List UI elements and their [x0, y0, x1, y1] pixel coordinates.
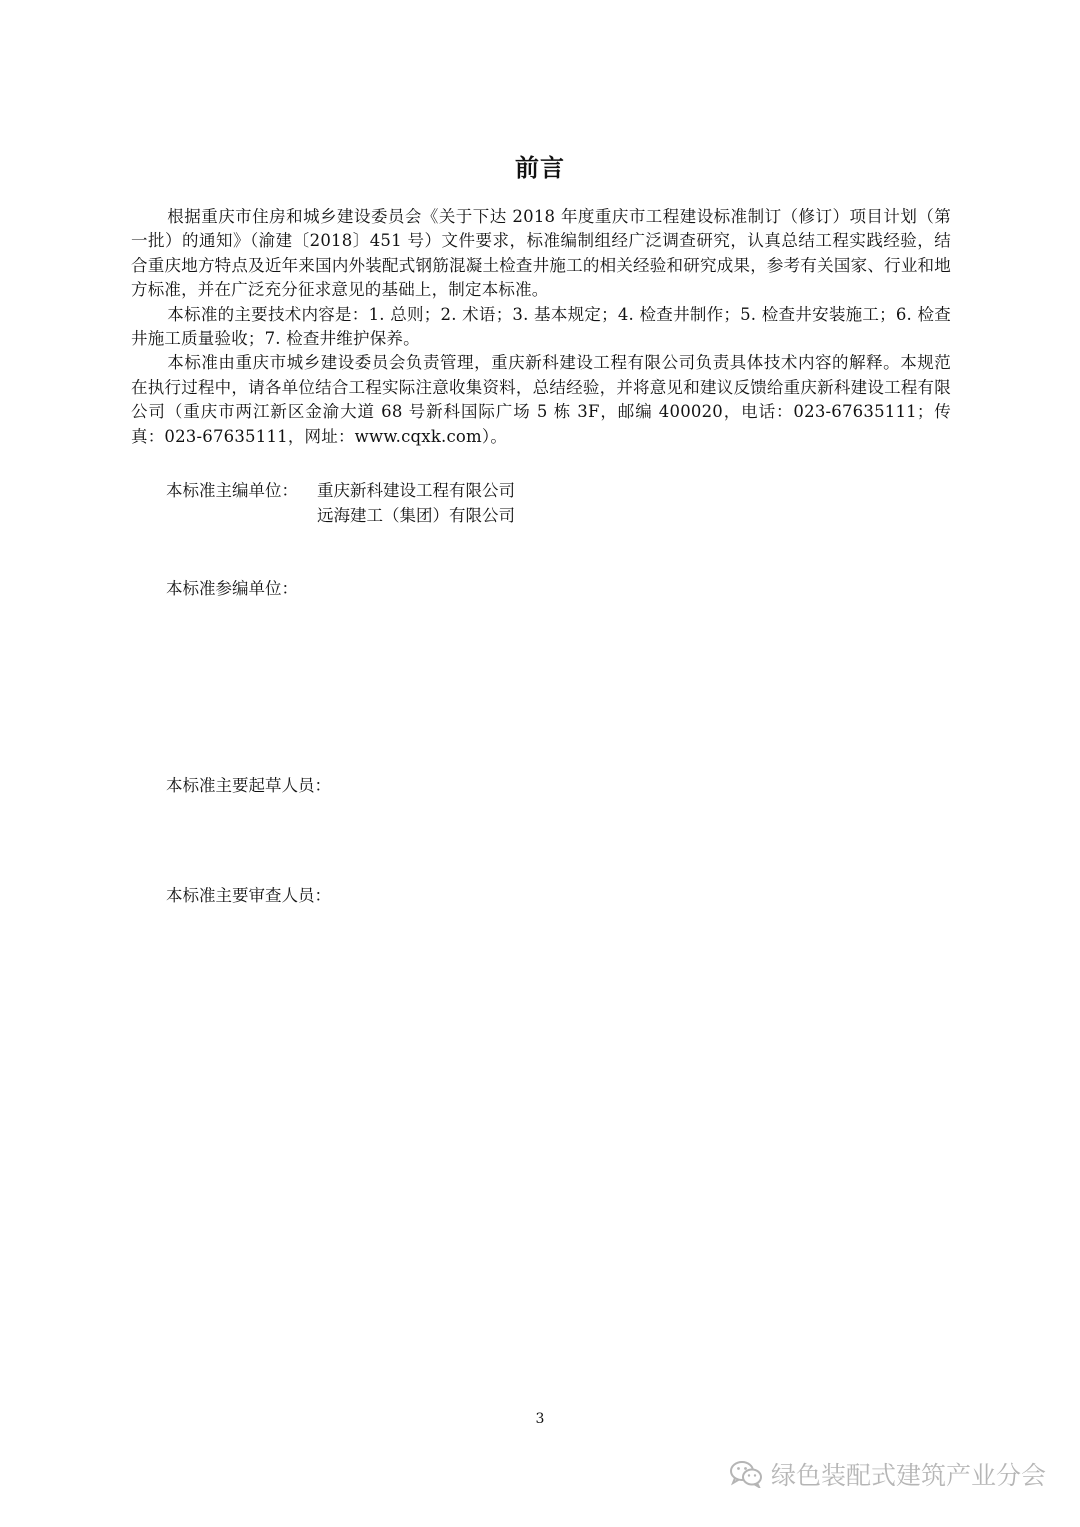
chief-editor-label: 本标准主编单位：: [166, 481, 298, 500]
paragraph-basis: 根据重庆市住房和城乡建设委员会《关于下达 2018 年度重庆市工程建设标准制订（修订）项目计划（第一批）的通知》（渝建〔2018〕451 号）文件要求，标准编制组经广泛调查研究，认真总结工程实践经验，结合重庆地方特点及近年来国内外装配式钢筋混凝土检查井施工的相关经验和研究成果，参考有关国家、行业和地方标准，并在广泛充分征求意见的基础上，制定本标准。: [131, 207, 951, 300]
chief-editor-row-2: [166, 503, 515, 528]
paragraph-management: 本标准由重庆市城乡建设委员会负责管理，重庆新科建设工程有限公司负责具体技术内容的解释。本规范在执行过程中，请各单位结合工程实际注意收集资料，总结经验，并将意见和建议反馈给重庆新科建设工程有限公司（重庆市两江新区金渝大道 68 号新科国际广场 5 栋 3F，邮编 400020，电话：023-67635111；传真：023-67635111，网址：www.cqxk.com）。: [131, 353, 951, 446]
chief-editor-2: 远海建工（集团）有限公司: [317, 506, 515, 525]
watermark: [729, 1456, 1046, 1492]
drafters-label: 本标准主要起草人员：: [166, 776, 331, 795]
chief-editor-1: 重庆新科建设工程有限公司: [317, 481, 515, 500]
chief-editor-row-1: [166, 478, 515, 503]
participating-units-label: 本标准参编单位：: [166, 579, 298, 598]
paragraph-contents: 本标准的主要技术内容是：1. 总则；2. 术语；3. 基本规定；4. 检查井制作；5. 检查井安装施工；6. 检查井施工质量验收；7. 检查井维护保养。: [131, 304, 951, 349]
page-number: 3: [535, 1411, 545, 1427]
page-title: 前言: [515, 154, 565, 182]
wechat-icon: [729, 1460, 763, 1488]
preface-body: [131, 205, 951, 449]
reviewers-label: 本标准主要审查人员：: [166, 886, 331, 905]
watermark-text: 绿色装配式建筑产业分会: [770, 1461, 1046, 1490]
chief-editors-block: [166, 478, 515, 528]
